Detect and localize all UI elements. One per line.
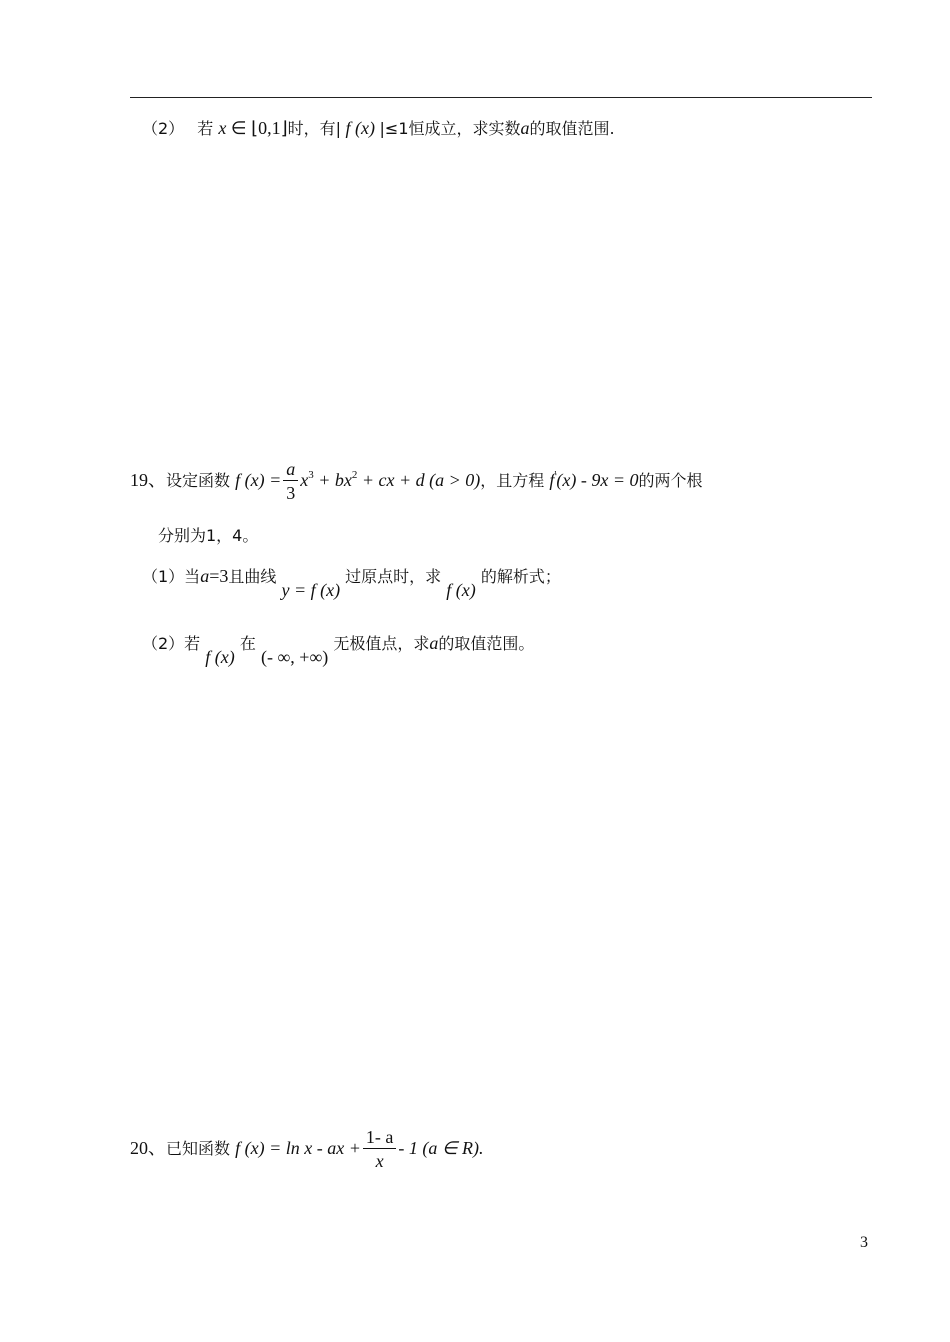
q19-text-2: ，且方程: [480, 471, 545, 490]
q19-text-3: 的两个根: [638, 471, 703, 490]
page-number: 3: [860, 1234, 868, 1251]
q20-tail: - 1 (a ∈ R).: [398, 1138, 484, 1158]
q19-x: x: [300, 470, 309, 490]
q19-part1-text-3: 的解析式；: [480, 567, 561, 586]
q20-fx: f (x) = ln x - ax +: [235, 1138, 361, 1158]
q19-part2-interval: (- ∞, +∞): [260, 647, 329, 667]
q19-fraction: [283, 458, 298, 505]
q18-math-in: ∈: [226, 118, 252, 138]
q19-bx: + bx: [313, 470, 352, 490]
q18-part2-text-3: |≤1恒成立，求实数: [379, 119, 521, 138]
q20-text-1: 已知函数: [166, 1139, 231, 1158]
q19-fprime: f: [549, 470, 555, 490]
q19-line-1: [130, 458, 703, 505]
q18-part2-line: [142, 118, 615, 139]
q20-frac-num: 1- a: [365, 1127, 394, 1147]
q19-exp2: 2: [351, 469, 358, 481]
q19-equation: (x) - 9x = 0: [556, 470, 639, 490]
q19-part1-label: （1）当: [142, 567, 201, 586]
q19-part1-text-2: 过原点时，求: [345, 567, 442, 586]
q19-line-2: [158, 526, 258, 546]
q19-part2-text-1: 在: [239, 634, 256, 653]
q19-fx: f (x) =: [235, 470, 282, 490]
q19-number: 19、: [130, 470, 166, 490]
q18-part2-text-4: 的取值范围.: [529, 119, 615, 138]
q19-frac-den: 3: [283, 480, 298, 505]
q19-part1-fx: f (x): [446, 580, 476, 600]
q18-math-interval: ⌊0,1⌋: [251, 118, 288, 138]
q19-part1-text-1: 且曲线: [228, 567, 277, 586]
q19-roots-text: 分别为1，4。: [158, 526, 259, 545]
q18-math-a: a: [520, 118, 530, 138]
q19-part1-line: [142, 566, 561, 600]
q18-part2-text-1: 若: [197, 119, 214, 138]
q18-part2-label: （2）: [142, 119, 185, 138]
q20-frac-den: x: [363, 1148, 396, 1173]
q20-line: [130, 1126, 484, 1173]
q19-part2-text-3: 的取值范围。: [438, 634, 535, 653]
q19-text-1: 设定函数: [166, 471, 231, 490]
q20-number: 20、: [130, 1138, 166, 1158]
q19-prime: ': [554, 469, 557, 481]
q19-part2-line: [142, 633, 535, 667]
q18-part2-text-2: 时，有|: [287, 119, 342, 138]
q19-frac-num: a: [286, 459, 296, 479]
q19-part1-curve: y = f (x): [281, 580, 341, 600]
header-rule: [130, 97, 872, 98]
q19-part2-fx: f (x): [205, 647, 235, 667]
q19-part2-a: a: [429, 633, 439, 653]
q19-part2-text-2: 无极值点，求: [333, 634, 430, 653]
q19-part1-eq3: =3: [209, 566, 229, 586]
q19-rest: + cx + d (a > 0): [357, 470, 481, 490]
q20-fraction: [363, 1126, 396, 1173]
q19-part1-a: a: [200, 566, 210, 586]
q19-exp3: 3: [308, 469, 314, 481]
q18-math-x: x: [218, 118, 227, 138]
q18-math-fx: f (x): [341, 118, 380, 138]
q19-part2-label: （2）若: [142, 634, 201, 653]
